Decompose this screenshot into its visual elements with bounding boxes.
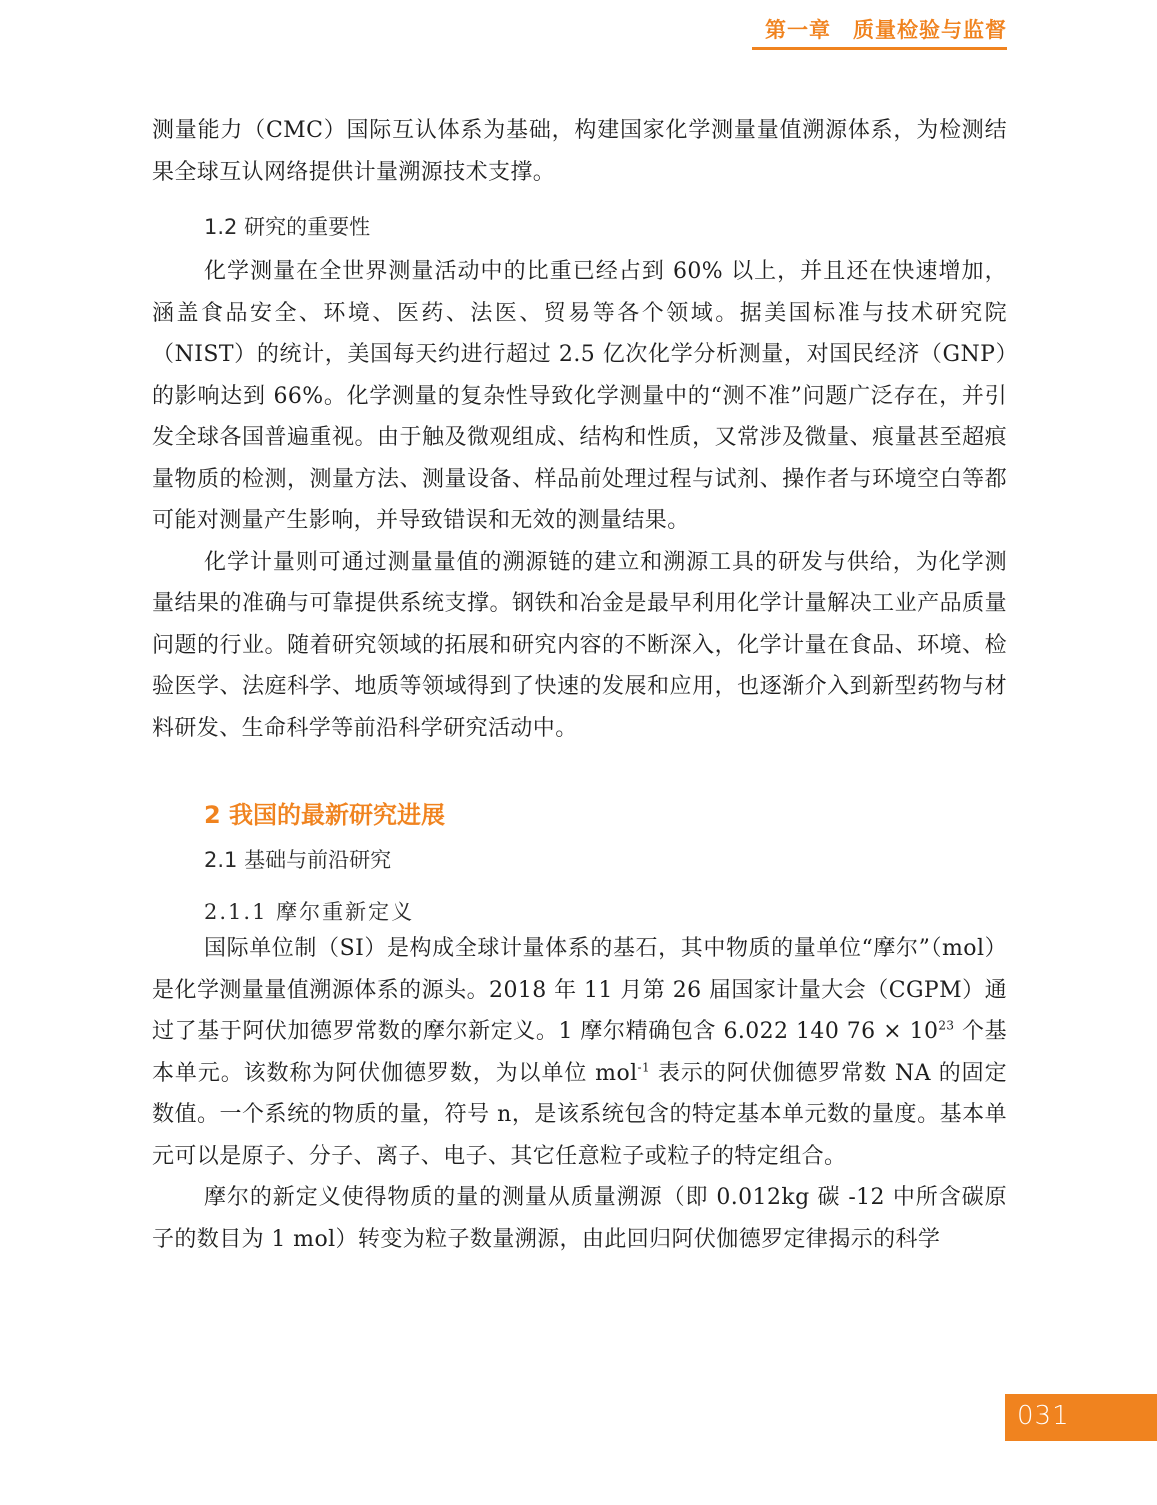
header-rule [752, 47, 1007, 50]
exponent-23: 23 [938, 1018, 955, 1033]
heading-1-2: 1.2 研究的重要性 [204, 215, 371, 239]
heading-section-2: 2 我国的最新研究进展 [204, 801, 446, 829]
chapter-header [765, 14, 1007, 44]
paragraph-chemical-metrology: 化学计量则可通过测量量值的溯源链的建立和溯源工具的研发与供给，为化学测量结果的准确与可靠提供系统支撑。钢铁和冶金是最早利用化学计量解决工业产品质量问题的行业。随着研究领域的拓展和研究内容的不断深入，化学计量在食品、环境、检验医学、法庭科学、地质等领域得到了快速的发展和应用，也逐渐介入到新型药物与材料研发、生命科学等前沿科学研究活动中。 [152, 549, 1007, 741]
page-body [152, 110, 1007, 1260]
heading-2-1-1: 2.1.1 摩尔重新定义 [204, 900, 415, 924]
paragraph-importance: 化学测量在全世界测量活动中的比重已经占到 60% 以上，并且还在快速增加，涵盖食品安全、环境、医药、法医、贸易等各个领域。据美国标准与技术研究院（NIST）的统计，美国每天约进行超过 2.5 亿次化学分析测量，对国民经济（GNP）的影响达到 66%。化学测量的复杂性导致化学测量中的“测不准”问题广泛存在，并引发全球各国普遍重视。由于触及微观组成、结构和性质，又常涉及微量、痕量甚至超痕量物质的检测，测量方法、测量设备、样品前处理过程与试剂、操作者与环境空白等都可能对测量产生影响，并导致错误和无效的测量结果。 [152, 259, 1007, 533]
exponent-minus-1: -1 [637, 1060, 651, 1075]
paragraph-new-definition: 摩尔的新定义使得物质的量的测量从质量溯源（即 0.012kg 碳 -12 中所含碳原子的数目为 1 mol）转变为粒子数量溯源，由此回归阿伏伽德罗定律揭示的科学 [152, 1185, 1007, 1252]
si-mole-text-1: 国际单位制（SI）是构成全球计量体系的基石，其中物质的量单位“摩尔”（mol）是化学测量量值溯源体系的源头。2018 年 11 月第 26 届国家计量大会（CGPM）通过了基于阿伏加德罗常数的摩尔新定义。1 摩尔精确包含 6.022 140 76 × 10 [152, 936, 1007, 1044]
page-number: 031 [1017, 1401, 1070, 1431]
si-mole-text-3: 表示的阿伏伽德罗常数 NA 的固定数值。一个系统的物质的量，符号 n，是该系统包含的特定基本单元数的量度。基本单元可以是原子、分子、离子、电子、其它任意粒子或粒子的特定组合。 [152, 1060, 1007, 1169]
chapter-label: 第一章 [765, 18, 831, 42]
page-number-tab [1005, 1394, 1157, 1441]
si-mole-text-2: 个基本单元。该数称为阿伏伽德罗数，为以单位 mol [152, 1019, 1007, 1086]
paragraph-si-mole [152, 928, 1007, 1177]
heading-2-1: 2.1 基础与前沿研究 [204, 848, 392, 872]
paragraph-continuation: 测量能力（CMC）国际互认体系为基础，构建国家化学测量量值溯源体系，为检测结果全球互认网络提供计量溯源技术支撑。 [152, 118, 1007, 185]
chapter-title: 质量检验与监督 [853, 18, 1007, 42]
